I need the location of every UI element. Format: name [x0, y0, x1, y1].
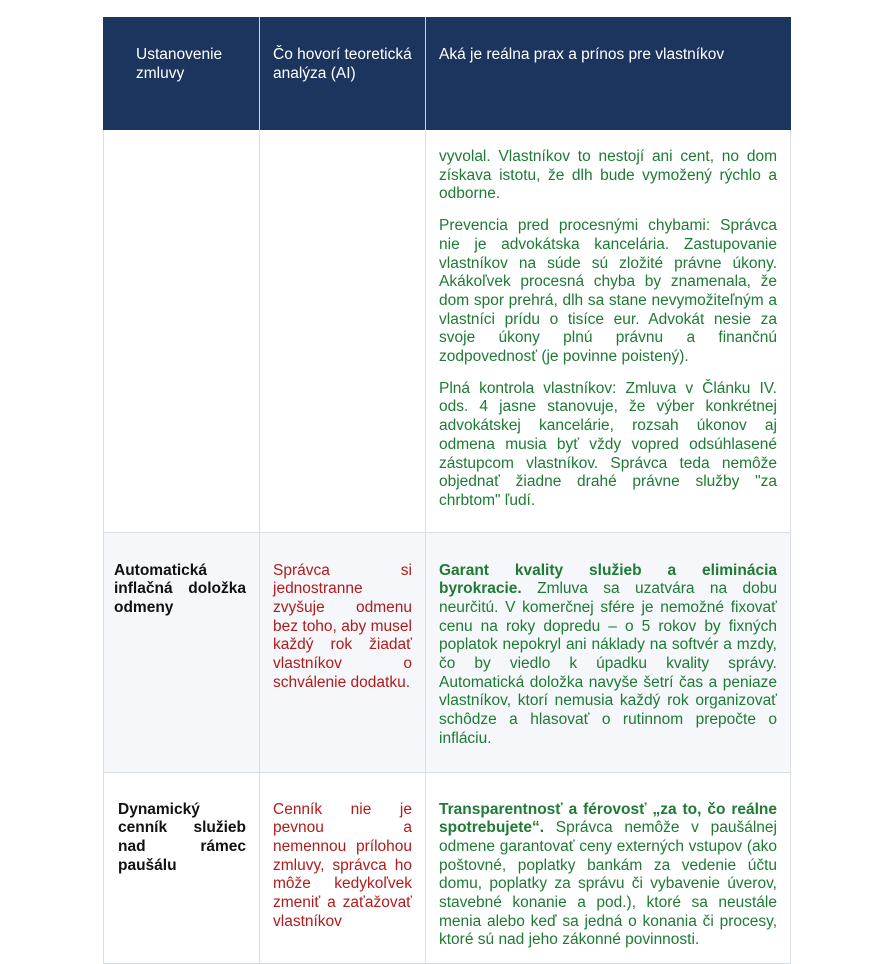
provision-text: Automatická inflačná doložka odmeny [114, 561, 246, 616]
practice-cell [426, 130, 791, 532]
practice-paragraph [439, 562, 777, 749]
provision-cell [104, 532, 260, 772]
provision-cell [104, 772, 260, 964]
table-row [104, 532, 791, 772]
table-header-row [104, 17, 791, 130]
header-practice: Aká je reálna prax a prínos pre vlastníkov [426, 17, 791, 130]
practice-cell [426, 772, 791, 964]
practice-text: Prevencia pred procesnými chybami: Správca nie je advokátska kancelária. Zastupovanie vlastníkov na súde sú zložité právne úkony. Akákoľvek procesná chyba by znamenala, že dom spor prehrá, dlh sa stane nevymožiteľným a vlastníci prídu o tisíce eur. Advokát nesie za svoje úkony plnú právnu a finančnú zodpovednosť (je povinne poistený). [439, 217, 777, 366]
header-analysis: Čo hovorí teoretická analýza (AI) [260, 17, 426, 130]
practice-lead: Garant kvality služieb a eliminácia byrokracie. [439, 561, 777, 598]
practice-text: vyvolal. Vlastníkov to nestojí ani cent, no dom získava istotu, že dlh bude vymožený rýchlo a odborne. [439, 148, 777, 203]
analysis-cell [260, 772, 426, 964]
analysis-text: Cenník nie je pevnou a nemennou prílohou zmluvy, správca ho môže kedykoľvek zmeniť a zaťažovať vlastníkov [273, 800, 412, 930]
practice-paragraph [439, 380, 777, 511]
analysis-cell [260, 130, 426, 532]
practice-text: Správca nemôže v paušálnej odmene garantovať ceny externých vstupov (ako poštovné, poplatky bankám za vedenie účtu domu, poplatky za správu či vybavenie úverov, stavebné konanie a pod.), ktoré sa neustále menia alebo keď sa jedná o konania či procesy, ktoré sú nad jeho zákonné povinnosti. [439, 819, 777, 949]
practice-cell [426, 532, 791, 772]
comparison-table [103, 17, 791, 964]
practice-paragraph [439, 148, 777, 204]
provision-text: Dynamický cenník služieb nad rámec paušálu [118, 800, 246, 874]
practice-lead: Transparentnosť a férovosť „za to, čo reálne spotrebujete“. [439, 800, 777, 837]
practice-paragraph [439, 217, 777, 367]
table-row [104, 772, 791, 964]
analysis-text: Správca si jednostranne zvyšuje odmenu bez toho, aby musel každý rok žiadať vlastníkov o schválenie dodatku. [273, 561, 412, 691]
table-row [104, 130, 791, 532]
provision-cell [104, 130, 260, 532]
header-provision: Ustanovenie zmluvy [104, 17, 260, 130]
practice-text: Zmluva sa uzatvára na dobu neurčitú. V komerčnej sfére je nemožné fixovať cenu na roky dopredu – o 5 rokov by fixných poplatok nepokryl ani náklady na softvér a mzdy, čo by viedlo k úpadku kvality správy. Automatická doložka navyše šetrí čas a peniaze vlastníkov, ktorí nemusia každý rok organizovať schôdze a hlasovať o rutinnom prepočte o infláciu. [439, 580, 777, 747]
analysis-cell [260, 532, 426, 772]
practice-paragraph [439, 801, 777, 951]
practice-text: Plná kontrola vlastníkov: Zmluva v Článku IV. ods. 4 jasne stanovuje, že výber konkrétnej advokátskej kancelárie, rozsah úkonov aj odmena musia byť vždy vopred odsúhlasené zástupcom vlastníkov. Správca teda nemôže objednať žiadne drahé právne služby "za chrbtom" ľudí. [439, 379, 777, 509]
